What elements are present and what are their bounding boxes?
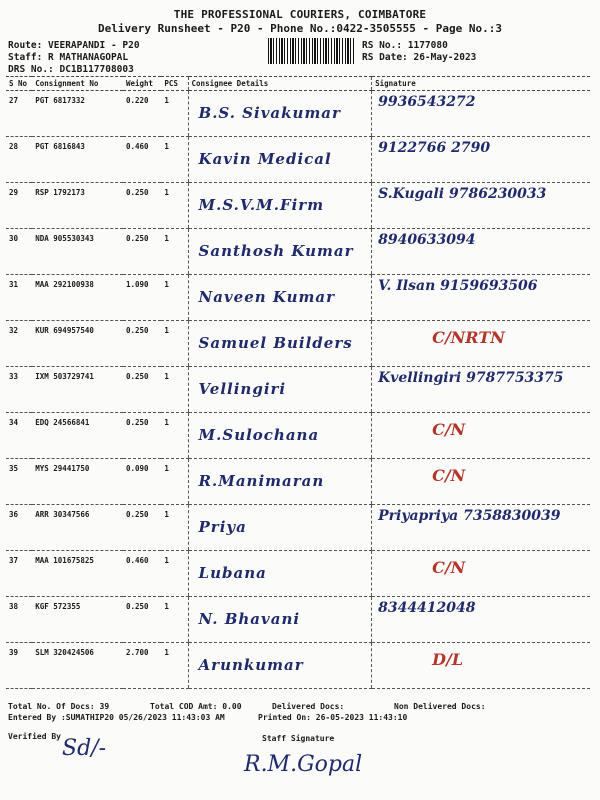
signature-text: S.Kugali 9786230033 — [378, 186, 547, 202]
staff-signature: R.M.Gopal — [244, 752, 363, 777]
signature-text: 9936543272 — [378, 94, 476, 110]
row-sno: 37 — [6, 551, 32, 597]
row-consignment: EDQ 24566841 — [32, 413, 123, 459]
row-weight: 0.250 — [123, 597, 161, 643]
row-weight: 0.250 — [123, 321, 161, 367]
table-row — [6, 597, 590, 643]
delivered-docs: Delivered Docs: — [272, 702, 345, 711]
signature-text: 8344412048 — [378, 600, 476, 616]
signature-text: D/L — [432, 650, 464, 669]
row-sno: 28 — [6, 137, 32, 183]
row-sno: 34 — [6, 413, 32, 459]
row-pcs: 1 — [161, 229, 188, 275]
row-sno: 27 — [6, 91, 32, 137]
row-weight: 0.220 — [123, 91, 161, 137]
row-weight: 0.460 — [123, 137, 161, 183]
consignee-cell — [188, 275, 372, 321]
consignee-name: Priya — [198, 518, 247, 536]
signature-cell — [372, 137, 590, 183]
row-weight: 0.090 — [123, 459, 161, 505]
total-cod: Total COD Amt: 0.00 — [150, 702, 242, 711]
row-sno: 32 — [6, 321, 32, 367]
table-row — [6, 643, 590, 689]
signature-cell — [372, 551, 590, 597]
consignee-name: N. Bhavani — [198, 610, 301, 628]
table-row — [6, 91, 590, 137]
consignee-cell — [188, 459, 372, 505]
col-pcs: PCS — [161, 77, 188, 91]
consignee-cell — [188, 413, 372, 459]
row-pcs: 1 — [161, 505, 188, 551]
consignee-name: M.S.V.M.Firm — [198, 196, 325, 214]
signature-cell — [372, 459, 590, 505]
runsheet-table — [6, 76, 590, 689]
row-sno: 39 — [6, 643, 32, 689]
consignee-name: B.S. Sivakumar — [198, 104, 341, 122]
row-weight: 0.460 — [123, 551, 161, 597]
consignee-cell — [188, 597, 372, 643]
row-pcs: 1 — [161, 367, 188, 413]
table-header-row — [6, 77, 590, 91]
row-consignment: RSP 1792173 — [32, 183, 123, 229]
table-row — [6, 459, 590, 505]
row-pcs: 1 — [161, 183, 188, 229]
row-consignment: PGT 6816843 — [32, 137, 123, 183]
consignee-name: Samuel Builders — [198, 334, 353, 352]
row-pcs: 1 — [161, 643, 188, 689]
consignee-cell — [188, 643, 372, 689]
row-pcs: 1 — [161, 321, 188, 367]
printed-on: Printed On: 26-05-2023 11:43:10 — [258, 713, 408, 722]
staff-signature-label: Staff Signature — [262, 734, 335, 743]
signature-text: Priyapriya 7358830039 — [378, 508, 561, 524]
consignee-cell — [188, 91, 372, 137]
table-row — [6, 367, 590, 413]
row-consignment: KUR 694957540 — [32, 321, 123, 367]
signature-cell — [372, 321, 590, 367]
consignee-cell — [188, 551, 372, 597]
row-pcs: 1 — [161, 551, 188, 597]
row-consignment: ARR 30347566 — [32, 505, 123, 551]
row-weight: 0.250 — [123, 183, 161, 229]
table-row — [6, 183, 590, 229]
rs-date: RS Date: 26-May-2023 — [362, 52, 477, 63]
signature-cell — [372, 183, 590, 229]
signature-cell — [372, 643, 590, 689]
table-row — [6, 229, 590, 275]
consignee-cell — [188, 137, 372, 183]
row-sno: 30 — [6, 229, 32, 275]
col-consignment: Consignment No — [32, 77, 123, 91]
col-consignee: Consignee Details — [188, 77, 372, 91]
row-consignment: MAA 101675825 — [32, 551, 123, 597]
consignee-name: Vellingiri — [198, 380, 287, 398]
row-weight: 0.250 — [123, 229, 161, 275]
col-signature: Signature — [372, 77, 590, 91]
table-row — [6, 275, 590, 321]
signature-cell — [372, 367, 590, 413]
table-row — [6, 137, 590, 183]
consignee-name: Lubana — [198, 564, 267, 582]
row-sno: 29 — [6, 183, 32, 229]
col-weight: Weight — [123, 77, 161, 91]
signature-cell — [372, 229, 590, 275]
staff-label: Staff: R MATHANAGOPAL — [8, 52, 129, 63]
consignee-cell — [188, 505, 372, 551]
company-title: THE PROFESSIONAL COURIERS, COIMBATORE — [173, 8, 427, 21]
row-sno: 33 — [6, 367, 32, 413]
row-pcs: 1 — [161, 275, 188, 321]
signature-cell — [372, 505, 590, 551]
signature-text: Kvellingiri 9787753375 — [378, 370, 564, 386]
row-weight: 1.090 — [123, 275, 161, 321]
row-pcs: 1 — [161, 413, 188, 459]
signature-text: C/NRTN — [432, 328, 505, 347]
table-row — [6, 551, 590, 597]
signature-text: 9122766 2790 — [378, 140, 491, 156]
total-docs: Total No. Of Docs: 39 — [8, 702, 110, 711]
row-pcs: 1 — [161, 137, 188, 183]
signature-cell — [372, 91, 590, 137]
row-weight: 0.250 — [123, 367, 161, 413]
consignee-name: M.Sulochana — [198, 426, 320, 444]
row-sno: 35 — [6, 459, 32, 505]
consignee-cell — [188, 183, 372, 229]
signature-cell — [372, 413, 590, 459]
row-consignment: MAA 292100938 — [32, 275, 123, 321]
row-sno: 38 — [6, 597, 32, 643]
row-consignment: KGF 572355 — [32, 597, 123, 643]
row-weight: 2.700 — [123, 643, 161, 689]
verifier-signature: Sd/- — [62, 736, 106, 761]
table-row — [6, 413, 590, 459]
consignee-name: Arunkumar — [198, 656, 304, 674]
runsheet-subtitle: Delivery Runsheet - P20 - Phone No.:0422-3505555 - Page No.:3 — [98, 22, 502, 35]
barcode — [268, 38, 354, 64]
non-delivered-docs: Non Delivered Docs: — [394, 702, 486, 711]
row-consignment: MYS 29441750 — [32, 459, 123, 505]
row-pcs: 1 — [161, 597, 188, 643]
row-weight: 0.250 — [123, 505, 161, 551]
consignee-name: R.Manimaran — [198, 472, 325, 490]
row-sno: 36 — [6, 505, 32, 551]
row-consignment: SLM 320424506 — [32, 643, 123, 689]
row-consignment: IXM 503729741 — [32, 367, 123, 413]
table-row — [6, 505, 590, 551]
col-sno: S No — [6, 77, 32, 91]
signature-text: C/N — [432, 558, 466, 577]
signature-text: C/N — [432, 466, 466, 485]
signature-text: C/N — [432, 420, 466, 439]
consignee-name: Naveen Kumar — [198, 288, 335, 306]
consignee-name: Santhosh Kumar — [198, 242, 354, 260]
signature-cell — [372, 597, 590, 643]
verified-by-label: Verified By — [8, 732, 61, 741]
row-consignment: PGT 6817332 — [32, 91, 123, 137]
consignee-cell — [188, 367, 372, 413]
row-pcs: 1 — [161, 91, 188, 137]
entered-by: Entered By :SUMATHIP20 05/26/2023 11:43:03 AM — [8, 713, 225, 722]
row-consignment: NDA 905530343 — [32, 229, 123, 275]
consignee-cell — [188, 321, 372, 367]
route-label: Route: VEERAPANDI - P20 — [8, 40, 140, 51]
row-weight: 0.250 — [123, 413, 161, 459]
table-row — [6, 321, 590, 367]
consignee-name: Kavin Medical — [198, 150, 332, 168]
row-pcs: 1 — [161, 459, 188, 505]
rs-number: RS No.: 1177080 — [362, 40, 448, 51]
consignee-cell — [188, 229, 372, 275]
signature-text: V. Ilsan 9159693506 — [378, 278, 538, 294]
row-sno: 31 — [6, 275, 32, 321]
drs-number: DRS No.: DC1B117708003 — [8, 64, 134, 75]
signature-cell — [372, 275, 590, 321]
signature-text: 8940633094 — [378, 232, 476, 248]
